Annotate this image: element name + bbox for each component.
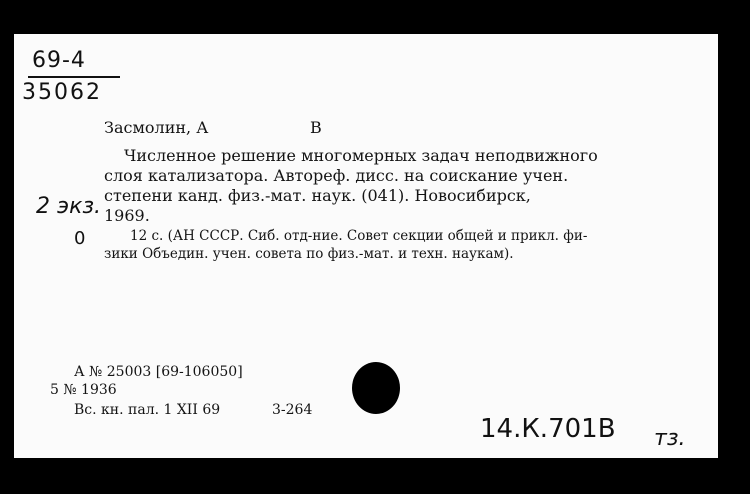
catalog-card [14,34,718,458]
title-line-1: Численное решение многомерных задач неподвижного [124,146,598,165]
collation-line-2: зики Объедин. учен. совета по физ.-мат. и техн. наукам). [104,246,514,262]
registry-line: Вс. кн. пал. 1 XII 69 [74,402,221,418]
title-line-2: слоя катализатора. Автореф. дисс. на соискание учен. [104,166,569,185]
shelf-underline [28,76,120,78]
call-number: 35062 [22,80,102,105]
handwritten-mark: 0 [74,228,86,249]
author-name: Засмолин, А [104,118,209,137]
number-line: 5 № 1936 [50,382,117,398]
handwritten-copies-note: 2 экз. [36,194,102,219]
title-line-3: степени канд. физ.-мат. наук. (041). Новосибирск, [104,186,531,205]
collation-line-1: 12 с. (АН СССР. Сиб. отд-ние. Совет секции общей и прикл. фи- [130,228,588,244]
accession-number: А № 25003 [69-106050] [74,364,243,380]
author-initial: В [310,118,322,137]
shelf-mark: 69-4 [32,48,86,73]
title-line-4: 1969. [104,206,150,225]
handwritten-initials: тз. [654,426,686,451]
ink-blot-stamp [352,362,400,414]
handwritten-code: 14.К.701В [480,414,616,444]
registry-code: 3-264 [272,402,313,418]
